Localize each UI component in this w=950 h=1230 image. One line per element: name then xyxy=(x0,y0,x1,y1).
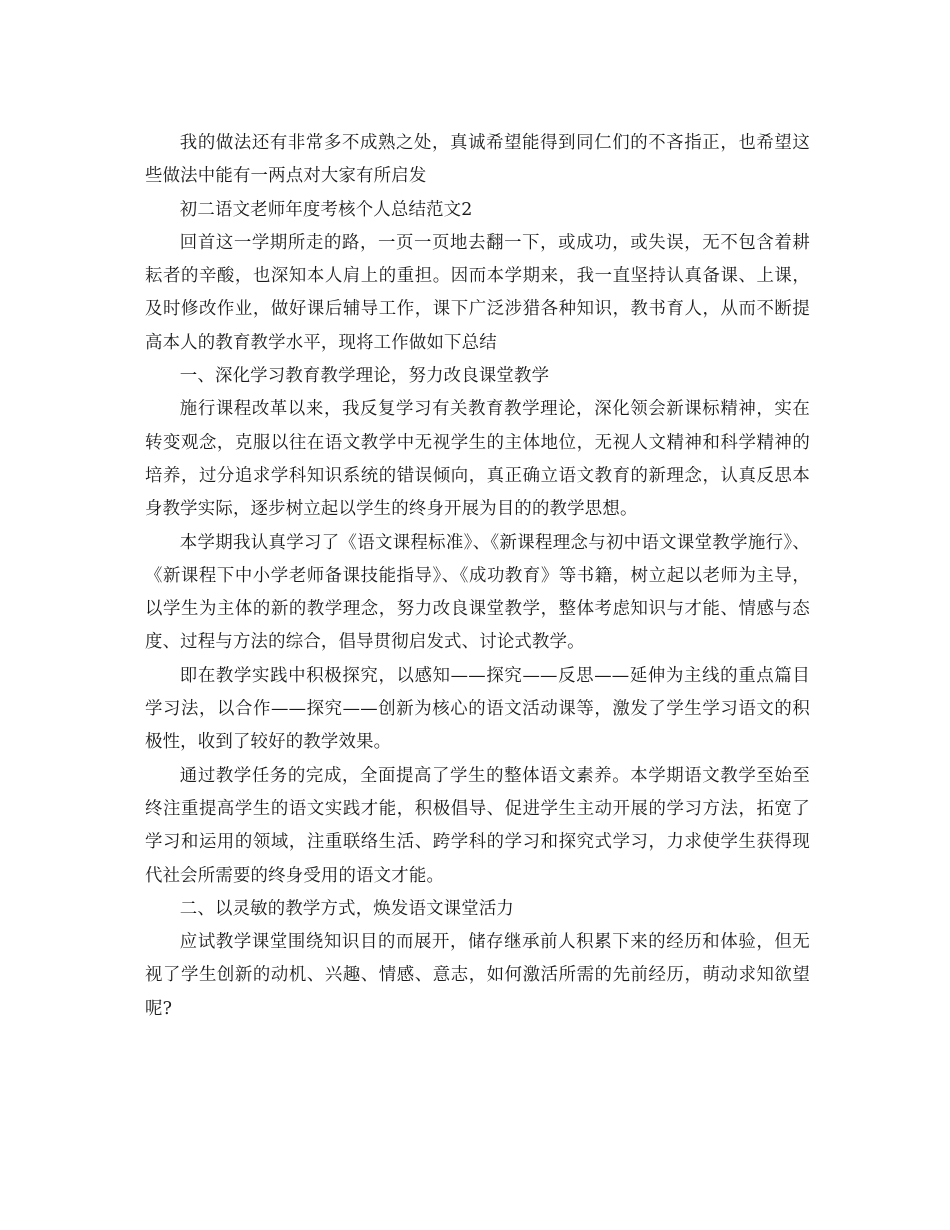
paragraph-practice: 即在教学实践中积极探究，以感知——探究——反思——延伸为主线的重点篇目学习法，以合作——探究——创新为核心的语文活动课等，激发了学生学习语文的积极性，收到了较好的教学效果。 xyxy=(145,665,810,753)
section-title: 初二语文老师年度考核个人总结范文2 xyxy=(179,199,473,220)
heading-part-one: 一、深化学习教育教学理论，努力改良课堂教学 xyxy=(179,366,550,387)
paragraph-intro: 回首这一学期所走的路，一页一页地去翻一下，或成功，或失误，无不包含着耕耘者的辛酸，也深知本人肩上的重担。因而本学期来，我一直坚持认真备课、上课，及时修改作业，做好课后辅导工作，课下广泛涉猎各种知识，教书育人，从而不断提高本人的教育教学水平，现将工作做如下总结 xyxy=(145,232,810,353)
paragraph-exam-teaching: 应试教学课堂围绕知识目的而展开，储存继承前人积累下来的经历和体验，但无视了学生创新的动机、兴趣、情感、意志，如何激活所需的先前经历，萌动求知欲望呢? xyxy=(145,932,810,1019)
paragraph-closing-remark: 我的做法还有非常多不成熟之处，真诚希望能得到同仁们的不吝指正，也希望这些做法中能有一两点对大家有所启发 xyxy=(145,133,810,187)
heading-part-two: 二、以灵敏的教学方式，焕发语文课堂活力 xyxy=(179,898,515,919)
paragraph-reform: 施行课程改革以来，我反复学习有关教育教学理论，深化领会新课标精神，实在转变观念，克服以往在语文教学中无视学生的主体地位，无视人文精神和科学精神的培养，过分追求学科知识系统的错误倾向，真正确立语文教育的新理念，认真反思本身教学实际，逐步树立起以学生的终身开展为目的的教学思想。 xyxy=(145,399,810,520)
paragraph-results: 通过教学任务的完成，全面提高了学生的整体语文素养。本学期语文教学至始至终注重提高学生的语文实践才能，积极倡导、促进学生主动开展的学习方法，拓宽了学习和运用的领域，注重联络生活、跨学科的学习和探究式学习，力求使学生获得现代社会所需要的终身受用的语文才能。 xyxy=(145,765,810,886)
paragraph-study: 本学期我认真学习了《语文课程标准》、《新课程理念与初中语文课堂教学施行》、《新课程下中小学老师备课技能指导》、《成功教育》等书籍，树立起以老师为主导，以学生为主体的新的教学理念，努力改良课堂教学，整体考虑知识与才能、情感与态度、过程与方法的综合，倡导贯彻启发式、讨论式教学。 xyxy=(145,532,810,653)
document-body xyxy=(145,127,810,1026)
